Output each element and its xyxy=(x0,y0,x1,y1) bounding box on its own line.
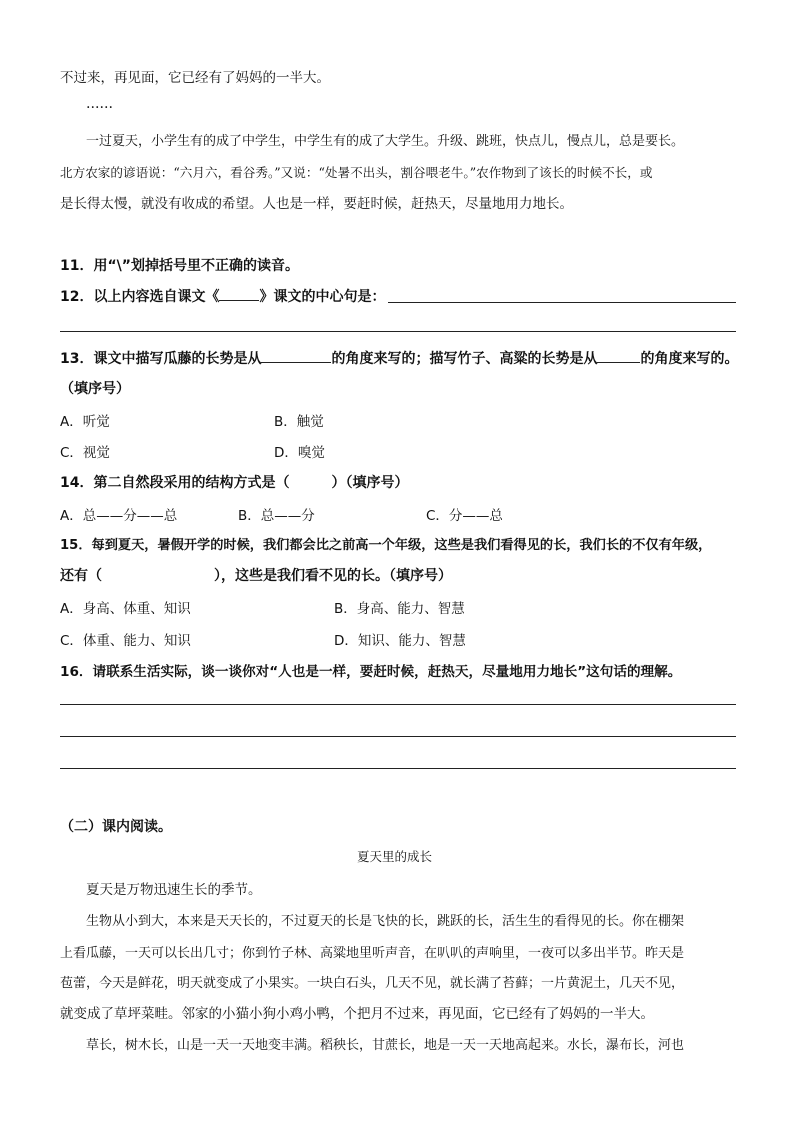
question-13-hint: （填序号） xyxy=(60,381,130,397)
option-c[interactable]: C．视觉 xyxy=(60,445,110,461)
question-12-middle: 》课文的中心句是： xyxy=(259,289,386,305)
answer-line[interactable] xyxy=(60,736,736,737)
section-heading: （二）课内阅读。 xyxy=(60,819,172,835)
option-d[interactable]: D．嗅觉 xyxy=(274,445,325,461)
question-12-prefix: 12．以上内容选自课文《 xyxy=(60,289,220,305)
option-c[interactable]: C．体重、能力、知识 xyxy=(60,633,191,649)
question-15-line2: 还有（ ），这些是我们看不见的长。（填序号） xyxy=(60,568,452,584)
question-13-part3: 的角度来写的。 xyxy=(640,351,739,367)
passage-title: 夏天里的成长 xyxy=(357,849,433,864)
paragraph: 上看瓜藤，一天可以长出几寸；你到竹子林、高粱地里听声音，在叭叭的声响里，一夜可以多出半节。昨天是 xyxy=(60,946,685,961)
passage-line: 一过夏天，小学生有的成了中学生，中学生有的成了大学生。升级、跳班，快点儿，慢点儿，总是要长。 xyxy=(86,134,685,149)
answer-line[interactable] xyxy=(60,768,736,769)
answer-line[interactable] xyxy=(60,331,736,332)
option-b[interactable]: B．身高、能力、智慧 xyxy=(334,601,465,617)
answer-line[interactable] xyxy=(388,302,736,303)
passage-line: 北方农家的谚语说：“六月六，看谷秀。”又说：“处暑不出头，割谷喂老牛。”农作物到了该长的时候不长，或 xyxy=(60,165,653,180)
paragraph: 生物从小到大，本来是天天长的，不过夏天的长是飞快的长，跳跃的长，活生生的看得见的长。你在棚架 xyxy=(86,914,685,929)
paragraph: 苞蕾，今天是鲜花，明天就变成了小果实。一块白石头，几天不见，就长满了苔藓；一片黄泥土，几天不见， xyxy=(60,976,685,991)
paragraph: 草长，树木长，山是一天一天地变丰满。稻秧长，甘蔗长，地是一天一天地高起来。水长，瀑布长，河也 xyxy=(86,1038,685,1053)
answer-line[interactable] xyxy=(60,704,736,705)
question-12 xyxy=(60,286,385,306)
blank-melon-vine-angle[interactable] xyxy=(261,362,331,363)
question-13 xyxy=(60,348,738,368)
option-d[interactable]: D．知识、能力、智慧 xyxy=(334,633,466,649)
option-b[interactable]: B．触觉 xyxy=(274,414,324,430)
option-b[interactable]: B．总——分 xyxy=(238,508,315,524)
question-11: 11．用“\”划掉括号里不正确的读音。 xyxy=(60,258,299,274)
option-a[interactable]: A．听觉 xyxy=(60,414,110,430)
question-16: 16．请联系生活实际，谈一谈你对“人也是一样，要赶时候，赶热天，尽量地用力地长”这句话的理解。 xyxy=(60,664,682,680)
passage-line: 是长得太慢，就没有收成的希望。人也是一样，要赶时候，赶热天，尽量地用力地长。 xyxy=(60,196,573,212)
option-c[interactable]: C．分——总 xyxy=(426,508,503,524)
question-14: 14．第二自然段采用的结构方式是（ ）（填序号） xyxy=(60,475,409,491)
question-15: 15．每到夏天，暑假开学的时候，我们都会比之前高一个年级，这些是我们看得见的长，我们长的不仅有年级， xyxy=(60,538,712,553)
paragraph: 夏天是万物迅速生长的季节。 xyxy=(86,882,262,898)
passage-line: 不过来，再见面，它已经有了妈妈的一半大。 xyxy=(60,70,330,86)
paragraph: 就变成了草坪菜畦。邻家的小猫小狗小鸡小鸭，个把月不过来，再见面，它已经有了妈妈的一半大。 xyxy=(60,1006,654,1022)
option-a[interactable]: A．身高、体重、知识 xyxy=(60,601,191,617)
ellipsis: …… xyxy=(86,96,113,112)
blank-lesson-title[interactable] xyxy=(219,300,259,301)
question-13-part1: 13．课文中描写瓜藤的长势是从 xyxy=(60,351,262,367)
option-a[interactable]: A．总——分——总 xyxy=(60,508,178,524)
question-13-part2: 的角度来写的；描写竹子、高粱的长势是从 xyxy=(331,351,598,367)
blank-bamboo-angle[interactable] xyxy=(597,362,640,363)
